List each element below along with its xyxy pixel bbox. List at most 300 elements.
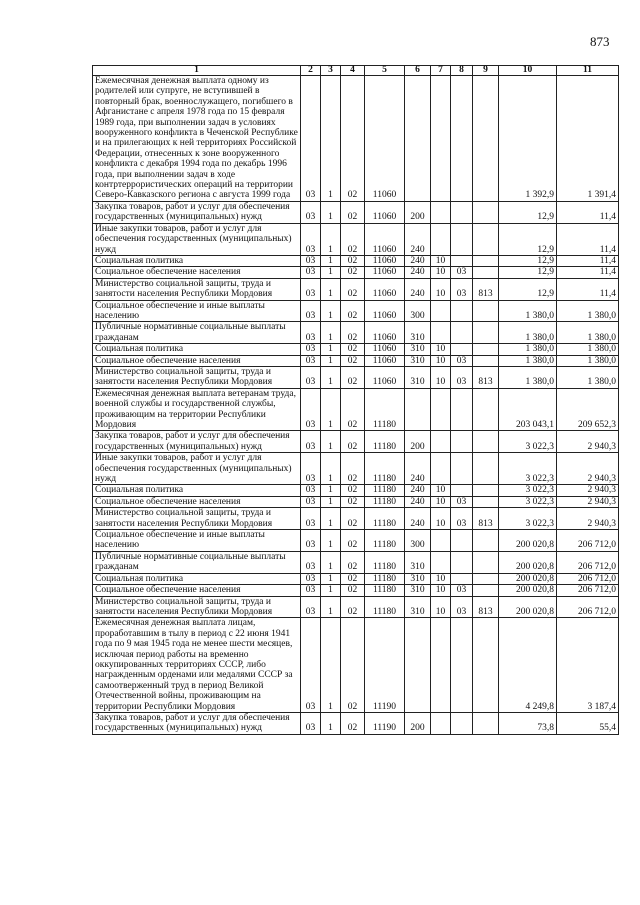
table-row	[93, 596, 619, 618]
chapter-cell: 10	[431, 585, 451, 596]
chapter-cell	[431, 388, 451, 431]
program-cell: 02	[341, 485, 365, 496]
description-cell: Ежемесячная денежная выплата одному из родителей или супруге, не вступившей в повторный брак, военнослужащего, погибшего в Афганистане с апреля 1978 года по 15 февраля 1989 года, при выполнении задач в условиях вооруженного конфликта в Чеченской Республике и на прилегающих к ней территориях Российской Федерации, отнесенных к зоне вооруженного конфликта с декабря 1994 года по декабрь 1996 года, при выполнении задач в ходе контртеррористических операций на территории Северо-Кавказского региона с августа 1999 года	[93, 76, 301, 202]
ministry-code-cell: 813	[473, 366, 499, 388]
section-cell: 03	[301, 76, 321, 202]
amount-year2-cell: 206 712,0	[557, 585, 619, 596]
table-body	[93, 76, 619, 735]
chapter-cell	[431, 300, 451, 322]
amount-year2-cell: 2 940,3	[557, 453, 619, 485]
chapter-cell	[431, 712, 451, 734]
sub-chapter-cell: 03	[451, 366, 473, 388]
section-cell: 03	[301, 573, 321, 584]
program-cell: 02	[341, 496, 365, 507]
program-cell: 02	[341, 344, 365, 355]
amount-year1-cell: 1 380,0	[499, 366, 557, 388]
subsection-cell: 1	[321, 573, 341, 584]
expense-type-cell: 240	[405, 485, 431, 496]
description-cell: Социальная политика	[93, 255, 301, 266]
expense-type-cell	[405, 76, 431, 202]
section-cell: 03	[301, 223, 321, 255]
program-cell: 02	[341, 201, 365, 223]
amount-year1-cell: 3 022,3	[499, 485, 557, 496]
target-article-cell: 11060	[365, 278, 405, 300]
program-cell: 02	[341, 573, 365, 584]
description-cell: Министерство социальной защиты, труда и занятости населения Республики Мордовия	[93, 366, 301, 388]
expense-type-cell: 240	[405, 508, 431, 530]
expense-type-cell: 240	[405, 223, 431, 255]
program-cell: 02	[341, 267, 365, 278]
target-article-cell: 11180	[365, 596, 405, 618]
section-cell: 03	[301, 322, 321, 344]
ministry-code-cell	[473, 485, 499, 496]
page-number: 873	[590, 34, 610, 49]
table-row	[93, 278, 619, 300]
section-cell: 03	[301, 453, 321, 485]
table-row	[93, 618, 619, 713]
amount-year1-cell: 200 020,8	[499, 585, 557, 596]
subsection-cell: 1	[321, 267, 341, 278]
ministry-code-cell	[473, 431, 499, 453]
budget-table	[92, 65, 619, 735]
amount-year2-cell: 11,4	[557, 223, 619, 255]
amount-year1-cell: 1 380,0	[499, 355, 557, 366]
description-cell: Социальное обеспечение и иные выплаты населению	[93, 300, 301, 322]
section-cell: 03	[301, 267, 321, 278]
amount-year1-cell: 12,9	[499, 201, 557, 223]
ministry-code-cell	[473, 201, 499, 223]
section-cell: 03	[301, 485, 321, 496]
description-cell: Социальное обеспечение населения	[93, 496, 301, 507]
subsection-cell: 1	[321, 223, 341, 255]
chapter-cell: 10	[431, 508, 451, 530]
amount-year1-cell: 12,9	[499, 223, 557, 255]
amount-year2-cell: 2 940,3	[557, 431, 619, 453]
subsection-cell: 1	[321, 201, 341, 223]
amount-year1-cell: 3 022,3	[499, 508, 557, 530]
subsection-cell: 1	[321, 596, 341, 618]
amount-year2-cell: 11,4	[557, 267, 619, 278]
section-cell: 03	[301, 255, 321, 266]
ministry-code-cell	[473, 618, 499, 713]
subsection-cell: 1	[321, 366, 341, 388]
table-row	[93, 255, 619, 266]
column-header: 4	[341, 66, 365, 76]
ministry-code-cell	[473, 388, 499, 431]
chapter-cell	[431, 618, 451, 713]
amount-year2-cell: 1 391,4	[557, 76, 619, 202]
target-article-cell: 11060	[365, 366, 405, 388]
subsection-cell: 1	[321, 485, 341, 496]
description-cell: Социальное обеспечение и иные выплаты населению	[93, 530, 301, 552]
table-row	[93, 453, 619, 485]
column-header: 11	[557, 66, 619, 76]
chapter-cell: 10	[431, 255, 451, 266]
expense-type-cell: 240	[405, 267, 431, 278]
target-article-cell: 11060	[365, 255, 405, 266]
description-cell: Социальная политика	[93, 344, 301, 355]
target-article-cell: 11180	[365, 508, 405, 530]
description-cell: Министерство социальной защиты, труда и занятости населения Республики Мордовия	[93, 278, 301, 300]
program-cell: 02	[341, 76, 365, 202]
chapter-cell: 10	[431, 355, 451, 366]
section-cell: 03	[301, 712, 321, 734]
sub-chapter-cell: 03	[451, 596, 473, 618]
program-cell: 02	[341, 618, 365, 713]
description-cell: Министерство социальной защиты, труда и занятости населения Республики Мордовия	[93, 508, 301, 530]
program-cell: 02	[341, 278, 365, 300]
sub-chapter-cell	[451, 255, 473, 266]
ministry-code-cell	[473, 496, 499, 507]
program-cell: 02	[341, 453, 365, 485]
amount-year1-cell: 12,9	[499, 255, 557, 266]
ministry-code-cell: 813	[473, 278, 499, 300]
program-cell: 02	[341, 223, 365, 255]
subsection-cell: 1	[321, 322, 341, 344]
column-header: 1	[93, 66, 301, 76]
amount-year2-cell: 1 380,0	[557, 322, 619, 344]
table-row	[93, 508, 619, 530]
chapter-cell: 10	[431, 496, 451, 507]
target-article-cell: 11190	[365, 712, 405, 734]
amount-year1-cell: 12,9	[499, 278, 557, 300]
sub-chapter-cell	[451, 300, 473, 322]
chapter-cell	[431, 76, 451, 202]
target-article-cell: 11190	[365, 618, 405, 713]
subsection-cell: 1	[321, 278, 341, 300]
subsection-cell: 1	[321, 618, 341, 713]
ministry-code-cell	[473, 712, 499, 734]
amount-year2-cell: 2 940,3	[557, 485, 619, 496]
column-header: 3	[321, 66, 341, 76]
amount-year2-cell: 1 380,0	[557, 366, 619, 388]
section-cell: 03	[301, 278, 321, 300]
table-row	[93, 76, 619, 202]
sub-chapter-cell	[451, 453, 473, 485]
target-article-cell: 11180	[365, 530, 405, 552]
target-article-cell: 11060	[365, 355, 405, 366]
expense-type-cell	[405, 388, 431, 431]
section-cell: 03	[301, 388, 321, 431]
subsection-cell: 1	[321, 453, 341, 485]
sub-chapter-cell	[451, 344, 473, 355]
amount-year2-cell: 11,4	[557, 278, 619, 300]
description-cell: Закупка товаров, работ и услуг для обеспечения государственных (муниципальных) нужд	[93, 201, 301, 223]
sub-chapter-cell	[451, 485, 473, 496]
subsection-cell: 1	[321, 344, 341, 355]
target-article-cell: 11180	[365, 551, 405, 573]
amount-year2-cell: 11,4	[557, 201, 619, 223]
subsection-cell: 1	[321, 431, 341, 453]
section-cell: 03	[301, 596, 321, 618]
description-cell: Закупка товаров, работ и услуг для обеспечения государственных (муниципальных) нужд	[93, 712, 301, 734]
target-article-cell: 11180	[365, 573, 405, 584]
amount-year1-cell: 1 380,0	[499, 300, 557, 322]
subsection-cell: 1	[321, 255, 341, 266]
amount-year1-cell: 12,9	[499, 267, 557, 278]
subsection-cell: 1	[321, 388, 341, 431]
expense-type-cell: 240	[405, 278, 431, 300]
expense-type-cell: 310	[405, 344, 431, 355]
column-header: 5	[365, 66, 405, 76]
description-cell: Социальная политика	[93, 485, 301, 496]
table-row	[93, 585, 619, 596]
column-header: 10	[499, 66, 557, 76]
subsection-cell: 1	[321, 300, 341, 322]
program-cell: 02	[341, 255, 365, 266]
amount-year2-cell: 1 380,0	[557, 344, 619, 355]
amount-year1-cell: 203 043,1	[499, 388, 557, 431]
target-article-cell: 11180	[365, 585, 405, 596]
description-cell: Социальное обеспечение населения	[93, 355, 301, 366]
amount-year2-cell: 206 712,0	[557, 551, 619, 573]
amount-year1-cell: 1 392,9	[499, 76, 557, 202]
amount-year2-cell: 1 380,0	[557, 300, 619, 322]
sub-chapter-cell	[451, 551, 473, 573]
sub-chapter-cell: 03	[451, 496, 473, 507]
section-cell: 03	[301, 201, 321, 223]
ministry-code-cell	[473, 355, 499, 366]
chapter-cell	[431, 530, 451, 552]
chapter-cell: 10	[431, 366, 451, 388]
sub-chapter-cell	[451, 573, 473, 584]
ministry-code-cell	[473, 585, 499, 596]
section-cell: 03	[301, 508, 321, 530]
description-cell: Социальная политика	[93, 573, 301, 584]
subsection-cell: 1	[321, 496, 341, 507]
table-row	[93, 223, 619, 255]
target-article-cell: 11180	[365, 496, 405, 507]
column-header: 6	[405, 66, 431, 76]
amount-year2-cell: 1 380,0	[557, 355, 619, 366]
amount-year1-cell: 200 020,8	[499, 596, 557, 618]
chapter-cell: 10	[431, 344, 451, 355]
expense-type-cell: 310	[405, 573, 431, 584]
program-cell: 02	[341, 712, 365, 734]
expense-type-cell	[405, 618, 431, 713]
description-cell: Иные закупки товаров, работ и услуг для обеспечения государственных (муниципальных) нужд	[93, 453, 301, 485]
description-cell: Ежемесячная денежная выплата ветеранам труда, военной службы и государственной службы, проживающим на территории Республики Мордовия	[93, 388, 301, 431]
expense-type-cell: 310	[405, 551, 431, 573]
chapter-cell: 10	[431, 485, 451, 496]
amount-year1-cell: 3 022,3	[499, 431, 557, 453]
table-row	[93, 300, 619, 322]
amount-year2-cell: 55,4	[557, 712, 619, 734]
sub-chapter-cell: 03	[451, 585, 473, 596]
chapter-cell	[431, 551, 451, 573]
table-row	[93, 267, 619, 278]
expense-type-cell: 310	[405, 322, 431, 344]
chapter-cell: 10	[431, 267, 451, 278]
amount-year1-cell: 4 249,8	[499, 618, 557, 713]
target-article-cell: 11060	[365, 201, 405, 223]
column-header: 9	[473, 66, 499, 76]
program-cell: 02	[341, 585, 365, 596]
sub-chapter-cell	[451, 322, 473, 344]
program-cell: 02	[341, 388, 365, 431]
ministry-code-cell: 813	[473, 508, 499, 530]
program-cell: 02	[341, 551, 365, 573]
sub-chapter-cell: 03	[451, 355, 473, 366]
chapter-cell	[431, 201, 451, 223]
expense-type-cell: 200	[405, 712, 431, 734]
description-cell: Иные закупки товаров, работ и услуг для обеспечения государственных (муниципальных) нужд	[93, 223, 301, 255]
ministry-code-cell	[473, 551, 499, 573]
description-cell: Публичные нормативные социальные выплаты гражданам	[93, 551, 301, 573]
sub-chapter-cell	[451, 530, 473, 552]
chapter-cell	[431, 431, 451, 453]
description-cell: Закупка товаров, работ и услуг для обеспечения государственных (муниципальных) нужд	[93, 431, 301, 453]
column-header: 2	[301, 66, 321, 76]
subsection-cell: 1	[321, 508, 341, 530]
expense-type-cell: 310	[405, 355, 431, 366]
ministry-code-cell	[473, 76, 499, 202]
subsection-cell: 1	[321, 76, 341, 202]
subsection-cell: 1	[321, 530, 341, 552]
expense-type-cell: 200	[405, 201, 431, 223]
section-cell: 03	[301, 618, 321, 713]
subsection-cell: 1	[321, 551, 341, 573]
chapter-cell	[431, 223, 451, 255]
program-cell: 02	[341, 366, 365, 388]
table-row	[93, 551, 619, 573]
ministry-code-cell	[473, 255, 499, 266]
target-article-cell: 11180	[365, 388, 405, 431]
sub-chapter-cell	[451, 388, 473, 431]
amount-year1-cell: 200 020,8	[499, 573, 557, 584]
table-row	[93, 530, 619, 552]
section-cell: 03	[301, 344, 321, 355]
table-row	[93, 712, 619, 734]
header-row	[93, 66, 619, 76]
table-row	[93, 344, 619, 355]
program-cell: 02	[341, 508, 365, 530]
sub-chapter-cell: 03	[451, 267, 473, 278]
section-cell: 03	[301, 355, 321, 366]
target-article-cell: 11060	[365, 76, 405, 202]
table-row	[93, 485, 619, 496]
program-cell: 02	[341, 431, 365, 453]
description-cell: Социальное обеспечение населения	[93, 267, 301, 278]
expense-type-cell: 240	[405, 453, 431, 485]
amount-year1-cell: 3 022,3	[499, 453, 557, 485]
expense-type-cell: 240	[405, 255, 431, 266]
table-row	[93, 201, 619, 223]
section-cell: 03	[301, 366, 321, 388]
target-article-cell: 11180	[365, 431, 405, 453]
expense-type-cell: 200	[405, 431, 431, 453]
expense-type-cell: 300	[405, 300, 431, 322]
column-header: 8	[451, 66, 473, 76]
sub-chapter-cell: 03	[451, 508, 473, 530]
section-cell: 03	[301, 431, 321, 453]
chapter-cell	[431, 453, 451, 485]
target-article-cell: 11180	[365, 485, 405, 496]
amount-year2-cell: 206 712,0	[557, 596, 619, 618]
chapter-cell: 10	[431, 278, 451, 300]
subsection-cell: 1	[321, 355, 341, 366]
sub-chapter-cell	[451, 431, 473, 453]
amount-year2-cell: 2 940,3	[557, 508, 619, 530]
sub-chapter-cell	[451, 76, 473, 202]
ministry-code-cell	[473, 344, 499, 355]
description-cell: Социальное обеспечение населения	[93, 585, 301, 596]
ministry-code-cell	[473, 573, 499, 584]
section-cell: 03	[301, 530, 321, 552]
ministry-code-cell	[473, 453, 499, 485]
target-article-cell: 11060	[365, 344, 405, 355]
ministry-code-cell	[473, 267, 499, 278]
table-row	[93, 573, 619, 584]
subsection-cell: 1	[321, 712, 341, 734]
target-article-cell: 11180	[365, 453, 405, 485]
expense-type-cell: 300	[405, 530, 431, 552]
chapter-cell: 10	[431, 573, 451, 584]
section-cell: 03	[301, 496, 321, 507]
amount-year1-cell: 1 380,0	[499, 344, 557, 355]
table-row	[93, 431, 619, 453]
chapter-cell: 10	[431, 596, 451, 618]
sub-chapter-cell	[451, 712, 473, 734]
amount-year2-cell: 206 712,0	[557, 530, 619, 552]
subsection-cell: 1	[321, 585, 341, 596]
amount-year1-cell: 73,8	[499, 712, 557, 734]
program-cell: 02	[341, 322, 365, 344]
table-row	[93, 366, 619, 388]
expense-type-cell: 310	[405, 366, 431, 388]
ministry-code-cell	[473, 530, 499, 552]
table-row	[93, 322, 619, 344]
sub-chapter-cell	[451, 201, 473, 223]
description-cell: Министерство социальной защиты, труда и занятости населения Республики Мордовия	[93, 596, 301, 618]
amount-year1-cell: 200 020,8	[499, 530, 557, 552]
description-cell: Ежемесячная денежная выплата лицам, проработавшим в тылу в период с 22 июня 1941 года по 9 мая 1945 года не менее шести месяцев, исключая период работы на временно оккупированных территориях СССР, либо награжденным орденами или медалями СССР за самоотверженный труд в период Великой Отечественной войны, проживающим на территории Республики Мордовия	[93, 618, 301, 713]
expense-type-cell: 240	[405, 496, 431, 507]
ministry-code-cell: 813	[473, 596, 499, 618]
section-cell: 03	[301, 300, 321, 322]
ministry-code-cell	[473, 300, 499, 322]
expense-type-cell: 310	[405, 585, 431, 596]
section-cell: 03	[301, 551, 321, 573]
amount-year2-cell: 11,4	[557, 255, 619, 266]
section-cell: 03	[301, 585, 321, 596]
sub-chapter-cell	[451, 223, 473, 255]
ministry-code-cell	[473, 322, 499, 344]
amount-year2-cell: 209 652,3	[557, 388, 619, 431]
target-article-cell: 11060	[365, 267, 405, 278]
amount-year2-cell: 2 940,3	[557, 496, 619, 507]
table-row	[93, 355, 619, 366]
description-cell: Публичные нормативные социальные выплаты гражданам	[93, 322, 301, 344]
amount-year1-cell: 1 380,0	[499, 322, 557, 344]
amount-year2-cell: 206 712,0	[557, 573, 619, 584]
sub-chapter-cell	[451, 618, 473, 713]
program-cell: 02	[341, 530, 365, 552]
amount-year2-cell: 3 187,4	[557, 618, 619, 713]
ministry-code-cell	[473, 223, 499, 255]
program-cell: 02	[341, 300, 365, 322]
target-article-cell: 11060	[365, 300, 405, 322]
expense-type-cell: 310	[405, 596, 431, 618]
amount-year1-cell: 3 022,3	[499, 496, 557, 507]
amount-year1-cell: 200 020,8	[499, 551, 557, 573]
table-row	[93, 388, 619, 431]
table-row	[93, 496, 619, 507]
target-article-cell: 11060	[365, 322, 405, 344]
sub-chapter-cell: 03	[451, 278, 473, 300]
target-article-cell: 11060	[365, 223, 405, 255]
column-header: 7	[431, 66, 451, 76]
